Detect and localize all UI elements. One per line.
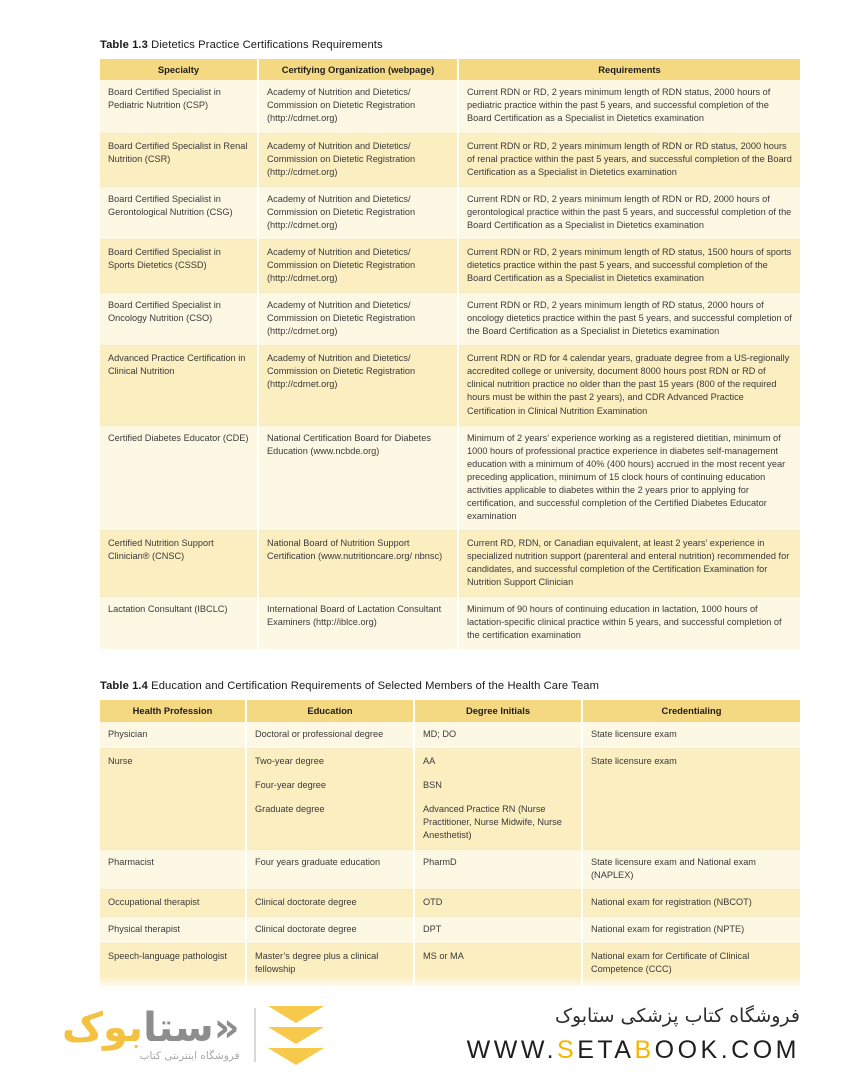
table-1-4-caption-number: Table 1.4 xyxy=(100,680,148,693)
education-line: Two-year degree xyxy=(255,755,324,766)
initials-line: AA xyxy=(423,755,436,766)
cell-profession: Occupational therapist xyxy=(100,890,246,917)
watermark-brand-subtitle: فروشگاه اینترنتی کتاب xyxy=(139,1049,240,1062)
cell-specialty: Board Certified Specialist in Gerontological Nutrition (CSG) xyxy=(100,186,258,239)
watermark-tagline: فروشگاه کتاب پزشکی ستابوک xyxy=(554,1005,800,1027)
cell-credentialing: State licensure exam xyxy=(582,722,800,749)
cell-profession: Physician xyxy=(100,722,246,749)
cell-organization: Academy of Nutrition and Dietetics/ Commission on Dietetic Registration (http://cdrnet.org) xyxy=(258,346,458,425)
cell-credentialing: State licensure exam xyxy=(582,748,800,849)
table-1-4-caption xyxy=(100,679,800,694)
table-row xyxy=(100,597,800,650)
chevron-down-icon xyxy=(268,1006,324,1023)
initials-line: MS or MA xyxy=(423,951,464,962)
initials-line: PharmD xyxy=(423,857,457,868)
table-row xyxy=(100,850,800,890)
cell-requirements: Current RDN or RD, 2 years minimum length of RD status, 1500 hours of sports dietetics practice within the past 5 years, and successful completion of the Board Certification as a Specialist in Dietetics examination xyxy=(458,239,800,292)
cell-organization: International Board of Lactation Consultant Examiners (http://iblce.org) xyxy=(258,597,458,650)
cell-specialty: Board Certified Specialist in Renal Nutrition (CSR) xyxy=(100,133,258,186)
table-1-4-header-row xyxy=(100,700,800,722)
cell-organization: National Certification Board for Diabetes Education (www.ncbde.org) xyxy=(258,425,458,530)
watermark-divider xyxy=(254,1008,256,1062)
cell-profession: Pharmacist xyxy=(100,850,246,890)
url-letter-b: B xyxy=(634,1036,655,1064)
cell-requirements: Minimum of 90 hours of continuing education in lactation, 1000 hours of lactation-specific clinical practice within 5 years, and successful completion of the certification examination xyxy=(458,597,800,650)
table-row xyxy=(100,293,800,346)
watermark-brand-accent: بوک xyxy=(62,1004,144,1051)
table-1-3-caption xyxy=(100,38,800,53)
cell-initials xyxy=(414,890,582,917)
table-row xyxy=(100,917,800,944)
watermark-brand-prefix: ستا xyxy=(143,1004,214,1051)
initials-line: MD; DO xyxy=(423,728,457,739)
cell-initials xyxy=(414,850,582,890)
education-line: Graduate degree xyxy=(255,803,325,814)
table-row xyxy=(100,346,800,425)
table-1-3 xyxy=(100,59,800,650)
column-header-degree-initials: Degree Initials xyxy=(414,700,582,722)
table-spacer xyxy=(100,649,800,679)
column-header-health-profession: Health Profession xyxy=(100,700,246,722)
cell-initials xyxy=(414,917,582,944)
cell-credentialing: National exam for registration (NPTE) xyxy=(582,917,800,944)
cell-credentialing: National exam for registration (NBCOT) xyxy=(582,890,800,917)
cell-organization: Academy of Nutrition and Dietetics/ Commission on Dietetic Registration (http://cdrnet.org) xyxy=(258,186,458,239)
table-row xyxy=(100,186,800,239)
cell-education xyxy=(246,890,414,917)
watermark-url[interactable] xyxy=(388,1036,800,1065)
cell-specialty: Board Certified Specialist in Oncology Nutrition (CSO) xyxy=(100,293,258,346)
table-row xyxy=(100,890,800,917)
column-header-specialty: Specialty xyxy=(100,59,258,81)
table-row xyxy=(100,722,800,749)
cell-organization: National Board of Nutrition Support Certification (www.nutritioncare.org/ nbnsc) xyxy=(258,531,458,597)
education-line: Four years graduate education xyxy=(255,857,381,868)
education-line: Clinical doctorate degree xyxy=(255,924,357,935)
cell-requirements: Current RDN or RD for 4 calendar years, graduate degree from a US-regionally accredited college or university, document 8000 hours post RDN or RD of clinical nutrition practice no older than the past 15 years (800 of the required hours must be within the past 2 years), and CDR Advanced Practice Certification in Clinical Nutrition Examination xyxy=(458,346,800,425)
table-1-4-caption-text: Education and Certification Requirements of Selected Members of the Health Care Team xyxy=(151,680,600,693)
cell-initials xyxy=(414,722,582,749)
table-row xyxy=(100,133,800,186)
column-header-requirements: Requirements xyxy=(458,59,800,81)
education-line: Master’s degree plus a clinical fellowship xyxy=(255,951,379,975)
watermark-logo-group xyxy=(62,1006,362,1065)
cell-specialty: Board Certified Specialist in Sports Dietetics (CSSD) xyxy=(100,239,258,292)
cell-initials xyxy=(414,748,582,849)
cell-profession: Physical therapist xyxy=(100,917,246,944)
cell-specialty: Certified Nutrition Support Clinician® (CNSC) xyxy=(100,531,258,597)
table-1-3-caption-number: Table 1.3 xyxy=(100,39,148,51)
table-row xyxy=(100,425,800,530)
chevron-down-icon xyxy=(268,1048,324,1065)
watermark-footer xyxy=(0,990,844,1080)
chevron-logo-icon xyxy=(268,1006,324,1065)
watermark-text-group xyxy=(388,1005,844,1065)
cell-requirements: Current RD, RDN, or Canadian equivalent, at least 2 years’ experience in specialized nutrition support (parenteral and enteral nutrition) recommended for candidates, and successful completion of the Certification Examination for Nutrition Support Clinician xyxy=(458,531,800,597)
url-part-3: OOK.COM xyxy=(654,1036,800,1064)
cell-education xyxy=(246,748,414,849)
column-header-credentialing: Credentialing xyxy=(582,700,800,722)
table-row xyxy=(100,239,800,292)
initials-line: OTD xyxy=(423,897,443,908)
url-part-1: WWW. xyxy=(466,1036,558,1064)
cell-education xyxy=(246,917,414,944)
cell-credentialing: State licensure exam and National exam (NAPLEX) xyxy=(582,850,800,890)
initials-line: DPT xyxy=(423,924,442,935)
cell-requirements: Current RDN or RD, 2 years minimum length of RD status, 2000 hours of oncology dietetics practice within the past 5 years, and successful completion of the Board Certification as a Specialist in Dietetics examination xyxy=(458,293,800,346)
url-letter-s: S xyxy=(557,1036,578,1064)
initials-line: Advanced Practice RN (Nurse Practitioner, Nurse Midwife, Nurse Anesthetist) xyxy=(423,803,562,841)
cell-credentialing: National exam for Certificate of Clinical Competence (CCC) xyxy=(582,944,800,984)
url-part-2: ETA xyxy=(577,1036,635,1064)
table-row xyxy=(100,531,800,597)
table-1-3-header-row xyxy=(100,59,800,81)
cell-profession: Speech-language pathologist xyxy=(100,944,246,984)
education-line: Four-year degree xyxy=(255,779,326,790)
column-header-education: Education xyxy=(246,700,414,722)
cell-requirements: Minimum of 2 years’ experience working as a registered dietitian, minimum of 1000 hours of professional practice experience in diabetes self-management education with a minimum of 40% (400 hours) accrued in the most recent year preceding application, minimum of 15 clock hours of continuing education activities applicable to diabetes within the 2 years prior to applying for certification, and successful completion of the Certified Diabetes Educator examination xyxy=(458,425,800,530)
cell-organization: Academy of Nutrition and Dietetics/ Commission on Dietetic Registration (http://cdrnet.org) xyxy=(258,80,458,133)
cell-requirements: Current RDN or RD, 2 years minimum length of RDN or RD status, 2000 hours of renal practice within the past 5 years, and successful completion of the Board Certification as a Specialist in Dietetics examination xyxy=(458,133,800,186)
column-header-certifying-organization: Certifying Organization (webpage) xyxy=(258,59,458,81)
cell-organization: Academy of Nutrition and Dietetics/ Commission on Dietetic Registration (http://cdrnet.org) xyxy=(258,293,458,346)
cell-organization: Academy of Nutrition and Dietetics/ Commission on Dietetic Registration (http://cdrnet.org) xyxy=(258,133,458,186)
cell-education xyxy=(246,850,414,890)
cell-specialty: Board Certified Specialist in Pediatric Nutrition (CSP) xyxy=(100,80,258,133)
cell-profession: Nurse xyxy=(100,748,246,849)
initials-line: BSN xyxy=(423,779,442,790)
education-line: Clinical doctorate degree xyxy=(255,897,357,908)
chevron-down-icon xyxy=(268,1027,324,1044)
cell-education xyxy=(246,722,414,749)
cell-organization: Academy of Nutrition and Dietetics/ Commission on Dietetic Registration (http://cdrnet.org) xyxy=(258,239,458,292)
cell-specialty: Certified Diabetes Educator (CDE) xyxy=(100,425,258,530)
cell-requirements: Current RDN or RD, 2 years minimum length of RDN status, 2000 hours of pediatric practice within the past 5 years, and successful completion of the Board Certification as a Specialist in Dietetics examination xyxy=(458,80,800,133)
cell-requirements: Current RDN or RD, 2 years minimum length of RDN or RD, 2000 hours of gerontological practice within the past 5 years, and successful completion of the Board Certification as a Specialist in Dietetics examination xyxy=(458,186,800,239)
watermark-brand-block xyxy=(62,1004,240,1062)
education-line: Doctoral or professional degree xyxy=(255,728,384,739)
table-row xyxy=(100,748,800,849)
cell-specialty: Lactation Consultant (IBCLC) xyxy=(100,597,258,650)
table-1-3-caption-text: Dietetics Practice Certifications Requirements xyxy=(151,39,383,51)
table-row xyxy=(100,80,800,133)
watermark-brand-name: «ستابوک xyxy=(62,1004,240,1051)
cell-specialty: Advanced Practice Certification in Clinical Nutrition xyxy=(100,346,258,425)
